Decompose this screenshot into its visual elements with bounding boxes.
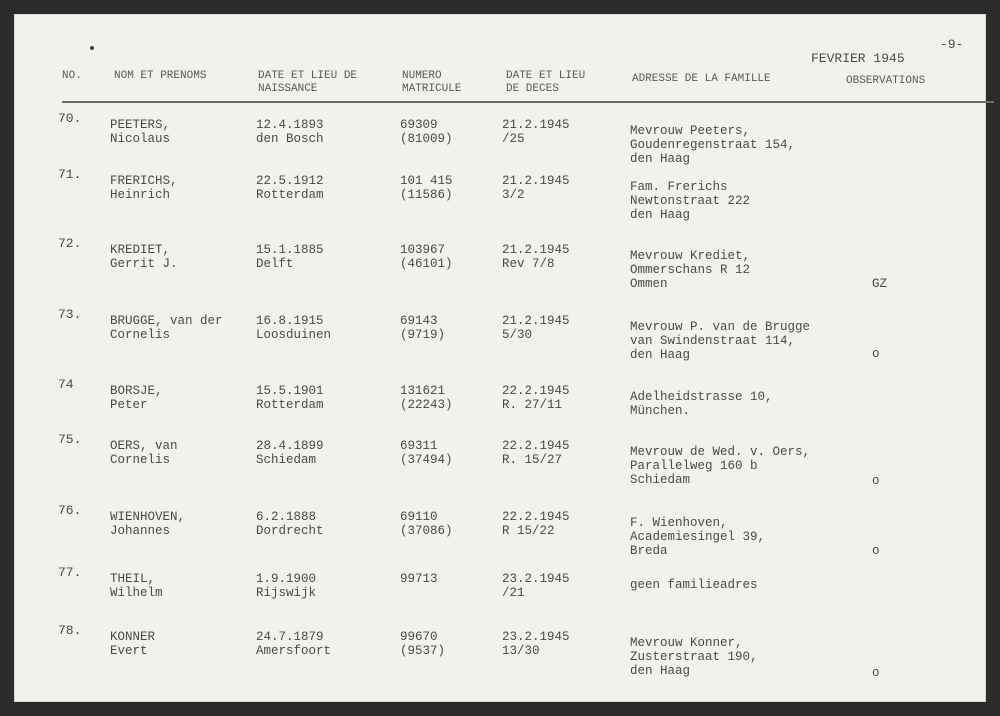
cell-no bbox=[58, 168, 81, 182]
cell-number-line: 69309 bbox=[400, 118, 438, 132]
cell-number-line: 69110 bbox=[400, 510, 438, 524]
cell-name-line: Wilhelm bbox=[110, 586, 163, 600]
cell-name bbox=[110, 439, 178, 467]
cell-number-line: 69143 bbox=[400, 314, 438, 328]
cell-death-line: Rev 7/8 bbox=[502, 257, 555, 271]
cell-number bbox=[400, 174, 453, 202]
cell-address-line: Breda bbox=[630, 544, 668, 558]
cell-address-line: Fam. Frerichs bbox=[630, 180, 728, 194]
cell-number-line: (37494) bbox=[400, 453, 453, 467]
cell-birth bbox=[256, 510, 324, 538]
cell-name bbox=[110, 630, 155, 658]
col-header-death-2: DE DECES bbox=[506, 83, 559, 95]
cell-number-line: (22243) bbox=[400, 398, 453, 412]
cell-obs-line: o bbox=[872, 544, 880, 558]
cell-birth bbox=[256, 384, 324, 412]
cell-no-line: 78. bbox=[58, 623, 82, 638]
cell-death-line: 22.2.1945 bbox=[502, 439, 570, 453]
cell-name-line: KONNER bbox=[110, 630, 156, 644]
cell-number bbox=[400, 630, 445, 658]
cell-address bbox=[630, 249, 750, 291]
cell-address-line: Mevrouw de Wed. v. Oers, bbox=[630, 445, 811, 459]
cell-death bbox=[502, 572, 570, 600]
cell-birth bbox=[256, 630, 331, 658]
col-header-address: ADRESSE DE LA FAMILLE bbox=[632, 73, 771, 85]
cell-number-line: (46101) bbox=[400, 257, 453, 271]
cell-birth bbox=[256, 314, 331, 342]
cell-birth-line: Dordrecht bbox=[256, 524, 324, 538]
cell-number-line: 99670 bbox=[400, 630, 438, 644]
cell-address-line: Adelheidstrasse 10, bbox=[630, 390, 773, 404]
cell-address-line: Academiesingel 39, bbox=[630, 530, 766, 544]
cell-number-line: (11586) bbox=[400, 188, 453, 202]
cell-name bbox=[110, 314, 223, 342]
header-month: FEVRIER 1945 bbox=[811, 51, 905, 66]
cell-death-line: 21.2.1945 bbox=[502, 174, 570, 188]
cell-name-line: BRUGGE, van der bbox=[110, 314, 223, 328]
cell-number bbox=[400, 384, 453, 412]
ink-dot bbox=[90, 46, 94, 50]
cell-name-line: Heinrich bbox=[110, 188, 171, 202]
cell-address-line: den Haag bbox=[630, 208, 691, 222]
cell-address-line: F. Wienhoven, bbox=[630, 516, 728, 530]
cell-no-line: 75. bbox=[58, 432, 82, 447]
cell-no-line: 72. bbox=[58, 236, 82, 251]
cell-address bbox=[630, 390, 773, 418]
cell-address-line: den Haag bbox=[630, 664, 691, 678]
cell-birth-line: Amersfoort bbox=[256, 644, 332, 658]
cell-death-line: 21.2.1945 bbox=[502, 314, 570, 328]
cell-no-line: 73. bbox=[58, 307, 82, 322]
cell-no bbox=[58, 237, 81, 251]
cell-address bbox=[630, 516, 765, 558]
cell-name-line: KREDIET, bbox=[110, 243, 171, 257]
cell-death-line: R. 27/11 bbox=[502, 398, 563, 412]
cell-name-line: Cornelis bbox=[110, 328, 171, 342]
cell-name-line: Peter bbox=[110, 398, 148, 412]
cell-address bbox=[630, 445, 810, 487]
col-header-death-1: DATE ET LIEU bbox=[506, 70, 586, 82]
cell-birth bbox=[256, 243, 324, 271]
document-sheet bbox=[14, 14, 986, 702]
cell-address-line: den Haag bbox=[630, 152, 691, 166]
header-rule bbox=[62, 101, 994, 103]
cell-name-line: Johannes bbox=[110, 524, 171, 538]
cell-obs bbox=[872, 474, 880, 488]
cell-no-line: 76. bbox=[58, 503, 82, 518]
cell-obs bbox=[872, 347, 880, 361]
cell-death-line: 22.2.1945 bbox=[502, 510, 570, 524]
cell-no bbox=[58, 112, 81, 126]
cell-death-line: /21 bbox=[502, 586, 525, 600]
cell-birth-line: 15.1.1885 bbox=[256, 243, 324, 257]
cell-birth-line: 22.5.1912 bbox=[256, 174, 324, 188]
cell-number-line: (81009) bbox=[400, 132, 453, 146]
cell-address-line: Zusterstraat 190, bbox=[630, 650, 758, 664]
cell-birth bbox=[256, 439, 324, 467]
cell-address bbox=[630, 124, 795, 166]
cell-address-line: den Haag bbox=[630, 348, 691, 362]
cell-birth-line: Loosduinen bbox=[256, 328, 332, 342]
cell-name-line: BORSJE, bbox=[110, 384, 163, 398]
cell-address-line: Newtonstraat 222 bbox=[630, 194, 751, 208]
cell-no bbox=[58, 308, 81, 322]
cell-birth-line: 28.4.1899 bbox=[256, 439, 324, 453]
cell-obs-line: GZ bbox=[872, 277, 888, 291]
col-header-birth-1: DATE ET LIEU DE bbox=[258, 70, 358, 82]
cell-death-line: 13/30 bbox=[502, 644, 540, 658]
cell-number-line: (37086) bbox=[400, 524, 453, 538]
cell-address-line: München. bbox=[630, 404, 691, 418]
cell-birth-line: 15.5.1901 bbox=[256, 384, 324, 398]
cell-name-line: THEIL, bbox=[110, 572, 156, 586]
cell-address-line: Parallelweg 160 b bbox=[630, 459, 758, 473]
cell-death-line: R. 15/27 bbox=[502, 453, 563, 467]
cell-address bbox=[630, 180, 750, 222]
cell-death-line: R 15/22 bbox=[502, 524, 555, 538]
cell-no bbox=[58, 378, 74, 392]
cell-address bbox=[630, 636, 758, 678]
cell-address-line: van Swindenstraat 114, bbox=[630, 334, 796, 348]
cell-name bbox=[110, 118, 170, 146]
col-header-no: NO. bbox=[62, 70, 82, 82]
cell-birth-line: 6.2.1888 bbox=[256, 510, 317, 524]
cell-no-line: 77. bbox=[58, 565, 82, 580]
cell-birth-line: Rijswijk bbox=[256, 586, 317, 600]
cell-no bbox=[58, 624, 81, 638]
cell-death-line: 21.2.1945 bbox=[502, 118, 570, 132]
cell-name-line: Nicolaus bbox=[110, 132, 171, 146]
cell-name bbox=[110, 572, 163, 600]
cell-death-line: 5/30 bbox=[502, 328, 533, 342]
cell-number-line: 99713 bbox=[400, 572, 438, 586]
cell-address-line: Ommen bbox=[630, 277, 668, 291]
cell-name-line: Gerrit J. bbox=[110, 257, 178, 271]
cell-number bbox=[400, 118, 453, 146]
cell-death-line: 23.2.1945 bbox=[502, 572, 570, 586]
cell-address-line: Ommerschans R 12 bbox=[630, 263, 751, 277]
cell-birth-line: Delft bbox=[256, 257, 294, 271]
cell-address-line: Goudenregenstraat 154, bbox=[630, 138, 796, 152]
cell-birth-line: Rotterdam bbox=[256, 188, 324, 202]
cell-death bbox=[502, 174, 570, 202]
cell-death-line: 21.2.1945 bbox=[502, 243, 570, 257]
col-header-observations: OBSERVATIONS bbox=[846, 75, 926, 87]
cell-no-line: 74 bbox=[58, 377, 74, 392]
cell-death bbox=[502, 314, 570, 342]
cell-number-line: 69311 bbox=[400, 439, 438, 453]
col-header-number-1: NUMERO bbox=[402, 70, 442, 82]
cell-number bbox=[400, 572, 438, 586]
cell-obs bbox=[872, 666, 880, 680]
cell-address-line: Mevrouw Konner, bbox=[630, 636, 743, 650]
cell-number-line: 131621 bbox=[400, 384, 446, 398]
cell-address bbox=[630, 320, 810, 362]
header-page-number: -9- bbox=[940, 37, 964, 52]
cell-name-line: Cornelis bbox=[110, 453, 171, 467]
cell-obs bbox=[872, 277, 887, 291]
cell-birth-line: den Bosch bbox=[256, 132, 324, 146]
cell-death-line: 23.2.1945 bbox=[502, 630, 570, 644]
cell-birth-line: 16.8.1915 bbox=[256, 314, 324, 328]
cell-death bbox=[502, 118, 570, 146]
cell-name-line: OERS, van bbox=[110, 439, 178, 453]
cell-address-line: geen familieadres bbox=[630, 578, 758, 592]
cell-birth-line: 12.4.1893 bbox=[256, 118, 324, 132]
cell-birth bbox=[256, 174, 324, 202]
cell-death bbox=[502, 510, 570, 538]
cell-obs bbox=[872, 544, 880, 558]
cell-death bbox=[502, 630, 570, 658]
cell-name-line: WIENHOVEN, bbox=[110, 510, 186, 524]
cell-number bbox=[400, 243, 453, 271]
cell-name-line: PEETERS, bbox=[110, 118, 171, 132]
cell-death bbox=[502, 439, 570, 467]
cell-name-line: FRERICHS, bbox=[110, 174, 178, 188]
col-header-birth-2: NAISSANCE bbox=[258, 83, 318, 95]
cell-no-line: 70. bbox=[58, 111, 82, 126]
cell-death bbox=[502, 384, 570, 412]
cell-death-line: 3/2 bbox=[502, 188, 525, 202]
cell-number-line: 103967 bbox=[400, 243, 446, 257]
cell-address-line: Mevrouw P. van de Brugge bbox=[630, 320, 811, 334]
cell-no bbox=[58, 566, 81, 580]
cell-name-line: Evert bbox=[110, 644, 148, 658]
cell-address bbox=[630, 578, 758, 592]
cell-birth-line: Schiedam bbox=[256, 453, 317, 467]
cell-name bbox=[110, 243, 178, 271]
cell-birth bbox=[256, 572, 316, 600]
cell-obs-line: o bbox=[872, 474, 880, 488]
cell-birth-line: Rotterdam bbox=[256, 398, 324, 412]
cell-no-line: 71. bbox=[58, 167, 82, 182]
cell-no bbox=[58, 504, 81, 518]
col-header-name: NOM ET PRENOMS bbox=[114, 70, 207, 82]
cell-number-line: (9719) bbox=[400, 328, 446, 342]
cell-no bbox=[58, 433, 81, 447]
cell-number-line: (9537) bbox=[400, 644, 446, 658]
cell-birth-line: 1.9.1900 bbox=[256, 572, 317, 586]
cell-address-line: Mevrouw Krediet, bbox=[630, 249, 751, 263]
cell-birth-line: 24.7.1879 bbox=[256, 630, 324, 644]
cell-obs-line: o bbox=[872, 666, 880, 680]
cell-address-line: Mevrouw Peeters, bbox=[630, 124, 751, 138]
cell-name bbox=[110, 174, 178, 202]
cell-number bbox=[400, 439, 453, 467]
cell-name bbox=[110, 384, 163, 412]
col-header-number-2: MATRICULE bbox=[402, 83, 462, 95]
cell-number bbox=[400, 510, 453, 538]
cell-address-line: Schiedam bbox=[630, 473, 691, 487]
cell-obs-line: o bbox=[872, 347, 880, 361]
cell-death-line: 22.2.1945 bbox=[502, 384, 570, 398]
cell-number-line: 101 415 bbox=[400, 174, 453, 188]
cell-death bbox=[502, 243, 570, 271]
cell-death-line: /25 bbox=[502, 132, 525, 146]
cell-number bbox=[400, 314, 445, 342]
cell-name bbox=[110, 510, 185, 538]
cell-birth bbox=[256, 118, 324, 146]
